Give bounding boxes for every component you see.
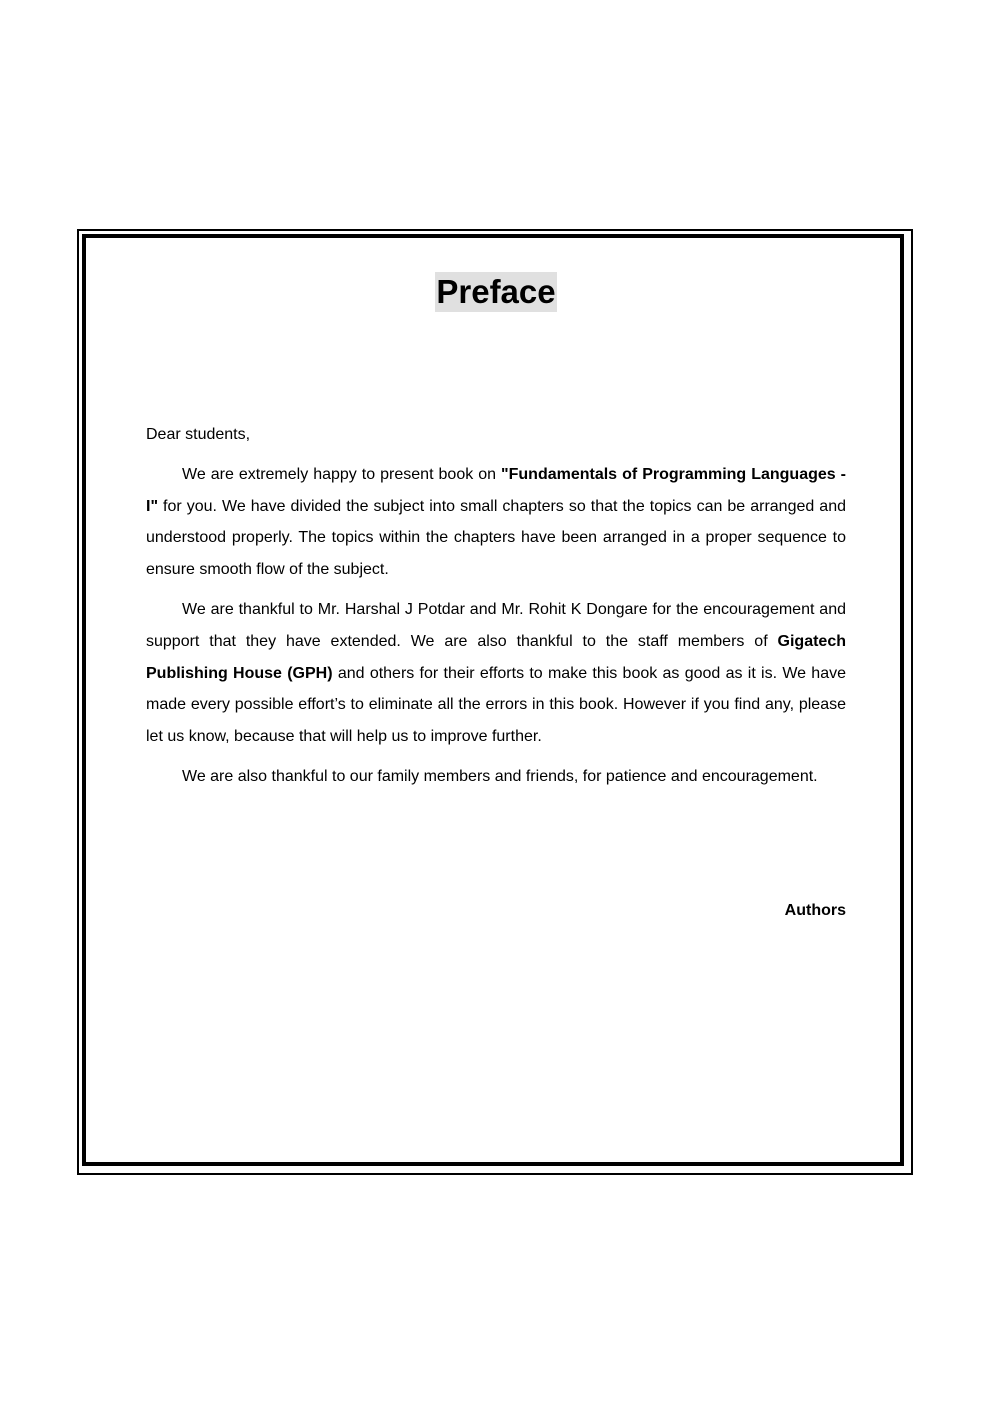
paragraph-2	[146, 594, 846, 753]
signature: Authors	[784, 902, 846, 919]
book-title: "Fundamentals of Programming Languages - I"	[146, 465, 847, 515]
paragraph-2-text-a: We are thankful to Mr. Harshal J Potdar and Mr. Rohit K Dongare for the encouragement and support that they have extended. We are also thankful to the staff members of	[146, 600, 846, 650]
publisher-name: Gigatech Publishing House (GPH)	[146, 632, 846, 682]
paragraph-3: We are also thankful to our family members and friends, for patience and encouragement.	[182, 767, 818, 785]
paragraph-1-text-a: We are extremely happy to present book on	[182, 465, 502, 483]
title-container	[0, 272, 992, 312]
greeting: Dear students,	[146, 426, 251, 443]
paragraph-2-text-b: and others for their efforts to make this book as good as it is. We have made every possible effort’s to eliminate all the errors in this book. However if you find any, please let us know, because that will help us to improve further.	[146, 664, 846, 746]
paragraph-1-text-b: for you. We have divided the subject into small chapters so that the topics can be arranged and understood properly. The topics within the chapters have been arranged in a proper sequence to ensure smooth flow of the subject.	[146, 497, 846, 579]
page-title: Preface	[436, 273, 556, 310]
paragraph-1	[146, 459, 846, 586]
preface-body	[146, 419, 846, 801]
